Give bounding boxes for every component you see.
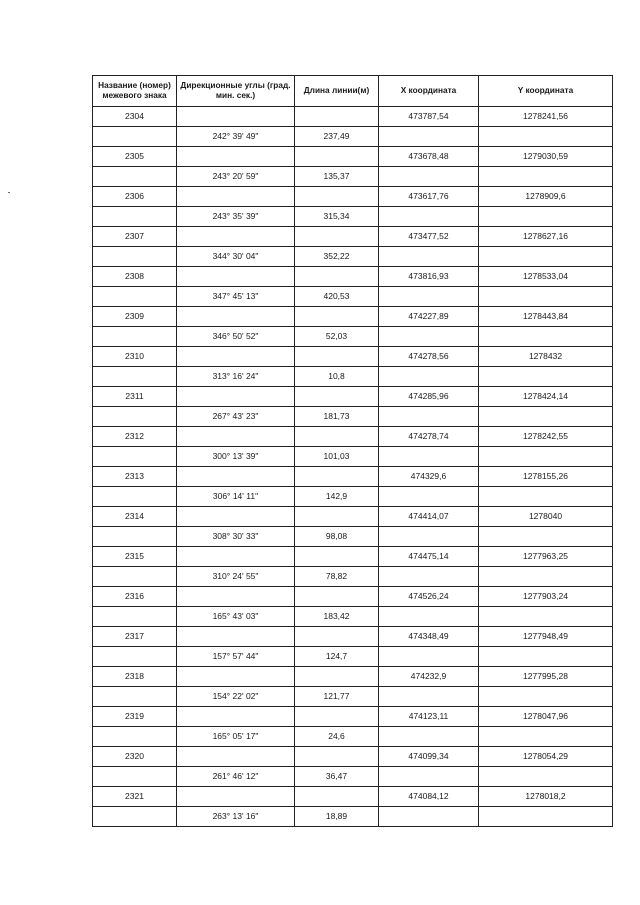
empty-angle-cell	[177, 667, 295, 687]
x-coordinate-cell: 474278,74	[379, 427, 479, 447]
table-row-point	[93, 507, 613, 527]
x-coordinate-cell: 473787,54	[379, 107, 479, 127]
empty-angle-cell	[177, 547, 295, 567]
table-row-segment	[93, 207, 613, 227]
empty-angle-cell	[177, 507, 295, 527]
empty-y-cell	[479, 487, 613, 507]
empty-angle-cell	[177, 787, 295, 807]
direction-angle-cell: 263° 13' 16"	[177, 807, 295, 827]
x-coordinate-cell: 473477,52	[379, 227, 479, 247]
empty-name-cell	[93, 767, 177, 787]
header-marker-name: Название (номер) межевого знака	[93, 76, 177, 107]
table-row-segment	[93, 487, 613, 507]
empty-x-cell	[379, 367, 479, 387]
x-coordinate-cell: 474227,89	[379, 307, 479, 327]
table-row-point	[93, 267, 613, 287]
table-row-point	[93, 667, 613, 687]
empty-y-cell	[479, 247, 613, 267]
header-y-coordinate: Y координата	[479, 76, 613, 107]
direction-angle-cell: 261° 46' 12"	[177, 767, 295, 787]
empty-angle-cell	[177, 107, 295, 127]
direction-angle-cell: 313° 16' 24"	[177, 367, 295, 387]
empty-length-cell	[295, 107, 379, 127]
line-length-cell: 98,08	[295, 527, 379, 547]
y-coordinate-cell: 1278155,26	[479, 467, 613, 487]
empty-angle-cell	[177, 307, 295, 327]
table-row-point	[93, 347, 613, 367]
empty-angle-cell	[177, 227, 295, 247]
empty-y-cell	[479, 527, 613, 547]
empty-x-cell	[379, 407, 479, 427]
table-row-point	[93, 307, 613, 327]
table-row-segment	[93, 527, 613, 547]
table-row-segment	[93, 407, 613, 427]
x-coordinate-cell: 473678,48	[379, 147, 479, 167]
direction-angle-cell: 306° 14' 11"	[177, 487, 295, 507]
y-coordinate-cell: 1279030,59	[479, 147, 613, 167]
direction-angle-cell: 157° 57' 44"	[177, 647, 295, 667]
empty-y-cell	[479, 807, 613, 827]
empty-length-cell	[295, 147, 379, 167]
empty-length-cell	[295, 387, 379, 407]
empty-angle-cell	[177, 187, 295, 207]
table-row-point	[93, 427, 613, 447]
direction-angle-cell: 154° 22' 02"	[177, 687, 295, 707]
empty-length-cell	[295, 787, 379, 807]
y-coordinate-cell: 1278909,6	[479, 187, 613, 207]
empty-name-cell	[93, 647, 177, 667]
y-coordinate-cell: 1278424,14	[479, 387, 613, 407]
empty-angle-cell	[177, 347, 295, 367]
direction-angle-cell: 346° 50' 52"	[177, 327, 295, 347]
y-coordinate-cell: 1277903,24	[479, 587, 613, 607]
empty-y-cell	[479, 767, 613, 787]
table-row-point	[93, 187, 613, 207]
empty-x-cell	[379, 287, 479, 307]
line-length-cell: 18,89	[295, 807, 379, 827]
x-coordinate-cell: 474232,9	[379, 667, 479, 687]
direction-angle-cell: 165° 05' 17"	[177, 727, 295, 747]
direction-angle-cell: 300° 13' 39"	[177, 447, 295, 467]
line-length-cell: 24,6	[295, 727, 379, 747]
y-coordinate-cell: 1278443,84	[479, 307, 613, 327]
empty-y-cell	[479, 647, 613, 667]
y-coordinate-cell: 1278627,16	[479, 227, 613, 247]
table-row-point	[93, 107, 613, 127]
line-length-cell: 101,03	[295, 447, 379, 467]
marker-name-cell: 2307	[93, 227, 177, 247]
marker-name-cell: 2310	[93, 347, 177, 367]
table-row-segment	[93, 247, 613, 267]
marker-name-cell: 2320	[93, 747, 177, 767]
marker-name-cell: 2317	[93, 627, 177, 647]
x-coordinate-cell: 473816,93	[379, 267, 479, 287]
marker-name-cell: 2321	[93, 787, 177, 807]
empty-length-cell	[295, 307, 379, 327]
empty-x-cell	[379, 767, 479, 787]
table-row-segment	[93, 807, 613, 827]
empty-x-cell	[379, 807, 479, 827]
empty-x-cell	[379, 247, 479, 267]
empty-x-cell	[379, 687, 479, 707]
empty-name-cell	[93, 607, 177, 627]
empty-angle-cell	[177, 627, 295, 647]
line-length-cell: 181,73	[295, 407, 379, 427]
table-body	[93, 107, 613, 827]
empty-name-cell	[93, 367, 177, 387]
empty-angle-cell	[177, 267, 295, 287]
empty-length-cell	[295, 507, 379, 527]
empty-name-cell	[93, 487, 177, 507]
empty-y-cell	[479, 207, 613, 227]
empty-x-cell	[379, 567, 479, 587]
empty-x-cell	[379, 207, 479, 227]
table-row-point	[93, 587, 613, 607]
empty-length-cell	[295, 627, 379, 647]
marker-name-cell: 2315	[93, 547, 177, 567]
direction-angle-cell: 242° 39' 49"	[177, 127, 295, 147]
marker-name-cell: 2311	[93, 387, 177, 407]
empty-length-cell	[295, 467, 379, 487]
table-row-point	[93, 467, 613, 487]
empty-angle-cell	[177, 467, 295, 487]
empty-y-cell	[479, 327, 613, 347]
y-coordinate-cell: 1278242,55	[479, 427, 613, 447]
y-coordinate-cell: 1278241,56	[479, 107, 613, 127]
empty-name-cell	[93, 127, 177, 147]
empty-x-cell	[379, 447, 479, 467]
marker-name-cell: 2308	[93, 267, 177, 287]
x-coordinate-cell: 474285,96	[379, 387, 479, 407]
table-row-segment	[93, 647, 613, 667]
header-direction-angle: Дирекционные углы (град. мин. сек.)	[177, 76, 295, 107]
empty-x-cell	[379, 527, 479, 547]
line-length-cell: 10,8	[295, 367, 379, 387]
empty-y-cell	[479, 407, 613, 427]
direction-angle-cell: 165° 43' 03"	[177, 607, 295, 627]
table-row-point	[93, 147, 613, 167]
x-coordinate-cell: 474526,24	[379, 587, 479, 607]
empty-y-cell	[479, 367, 613, 387]
empty-name-cell	[93, 727, 177, 747]
marker-name-cell: 2309	[93, 307, 177, 327]
header-line-length: Длина линии(м)	[295, 76, 379, 107]
empty-y-cell	[479, 687, 613, 707]
line-length-cell: 36,47	[295, 767, 379, 787]
x-coordinate-cell: 474329,6	[379, 467, 479, 487]
line-length-cell: 124,7	[295, 647, 379, 667]
x-coordinate-cell: 474475,14	[379, 547, 479, 567]
table-row-segment	[93, 567, 613, 587]
empty-name-cell	[93, 167, 177, 187]
marker-name-cell: 2305	[93, 147, 177, 167]
y-coordinate-cell: 1278018,2	[479, 787, 613, 807]
empty-length-cell	[295, 707, 379, 727]
x-coordinate-cell: 473617,76	[379, 187, 479, 207]
empty-name-cell	[93, 407, 177, 427]
line-length-cell: 237,49	[295, 127, 379, 147]
table-row-point	[93, 387, 613, 407]
table-row-point	[93, 707, 613, 727]
marker-name-cell: 2312	[93, 427, 177, 447]
empty-angle-cell	[177, 747, 295, 767]
empty-name-cell	[93, 327, 177, 347]
empty-length-cell	[295, 427, 379, 447]
y-coordinate-cell: 1278054,29	[479, 747, 613, 767]
x-coordinate-cell: 474278,56	[379, 347, 479, 367]
empty-name-cell	[93, 807, 177, 827]
empty-angle-cell	[177, 387, 295, 407]
x-coordinate-cell: 474099,34	[379, 747, 479, 767]
empty-name-cell	[93, 207, 177, 227]
y-coordinate-cell: 1277963,25	[479, 547, 613, 567]
empty-length-cell	[295, 347, 379, 367]
x-coordinate-cell: 474414,07	[379, 507, 479, 527]
table-row-segment	[93, 607, 613, 627]
table-row-segment	[93, 167, 613, 187]
empty-y-cell	[479, 447, 613, 467]
marker-name-cell: 2313	[93, 467, 177, 487]
direction-angle-cell: 344° 30' 04"	[177, 247, 295, 267]
table-row-point	[93, 747, 613, 767]
empty-x-cell	[379, 647, 479, 667]
direction-angle-cell: 308° 30' 33"	[177, 527, 295, 547]
direction-angle-cell: 347° 45' 13"	[177, 287, 295, 307]
table-row-segment	[93, 447, 613, 467]
table-row-point	[93, 627, 613, 647]
empty-x-cell	[379, 327, 479, 347]
y-coordinate-cell: 1278432	[479, 347, 613, 367]
empty-y-cell	[479, 727, 613, 747]
empty-length-cell	[295, 267, 379, 287]
y-coordinate-cell: 1278040	[479, 507, 613, 527]
table-row-segment	[93, 327, 613, 347]
line-length-cell: 142,9	[295, 487, 379, 507]
empty-name-cell	[93, 687, 177, 707]
empty-length-cell	[295, 667, 379, 687]
empty-name-cell	[93, 247, 177, 267]
empty-angle-cell	[177, 427, 295, 447]
x-coordinate-cell: 474084,12	[379, 787, 479, 807]
empty-y-cell	[479, 167, 613, 187]
scan-artifact	[8, 192, 10, 193]
empty-length-cell	[295, 547, 379, 567]
empty-name-cell	[93, 287, 177, 307]
x-coordinate-cell: 474348,49	[379, 627, 479, 647]
table-row-point	[93, 787, 613, 807]
y-coordinate-cell: 1278533,04	[479, 267, 613, 287]
direction-angle-cell: 310° 24' 55"	[177, 567, 295, 587]
boundary-coordinates-table	[92, 75, 613, 827]
empty-name-cell	[93, 527, 177, 547]
empty-y-cell	[479, 607, 613, 627]
direction-angle-cell: 243° 20' 59"	[177, 167, 295, 187]
marker-name-cell: 2318	[93, 667, 177, 687]
empty-y-cell	[479, 567, 613, 587]
empty-x-cell	[379, 727, 479, 747]
direction-angle-cell: 267° 43' 23"	[177, 407, 295, 427]
line-length-cell: 135,37	[295, 167, 379, 187]
table-row-segment	[93, 767, 613, 787]
line-length-cell: 315,34	[295, 207, 379, 227]
line-length-cell: 78,82	[295, 567, 379, 587]
marker-name-cell: 2319	[93, 707, 177, 727]
line-length-cell: 121,77	[295, 687, 379, 707]
header-x-coordinate: X координата	[379, 76, 479, 107]
table-header-row	[93, 76, 613, 107]
empty-angle-cell	[177, 587, 295, 607]
empty-length-cell	[295, 227, 379, 247]
line-length-cell: 352,22	[295, 247, 379, 267]
table-row-segment	[93, 367, 613, 387]
marker-name-cell: 2314	[93, 507, 177, 527]
empty-x-cell	[379, 167, 479, 187]
empty-y-cell	[479, 287, 613, 307]
marker-name-cell: 2306	[93, 187, 177, 207]
marker-name-cell: 2316	[93, 587, 177, 607]
empty-name-cell	[93, 567, 177, 587]
table-row-segment	[93, 287, 613, 307]
table-row-segment	[93, 127, 613, 147]
table-row-point	[93, 547, 613, 567]
line-length-cell: 420,53	[295, 287, 379, 307]
table-row-segment	[93, 687, 613, 707]
y-coordinate-cell: 1277948,49	[479, 627, 613, 647]
empty-length-cell	[295, 747, 379, 767]
table-row-segment	[93, 727, 613, 747]
line-length-cell: 52,03	[295, 327, 379, 347]
empty-angle-cell	[177, 147, 295, 167]
empty-x-cell	[379, 127, 479, 147]
empty-y-cell	[479, 127, 613, 147]
empty-name-cell	[93, 447, 177, 467]
empty-angle-cell	[177, 707, 295, 727]
x-coordinate-cell: 474123,11	[379, 707, 479, 727]
y-coordinate-cell: 1277995,28	[479, 667, 613, 687]
empty-length-cell	[295, 587, 379, 607]
table-row-point	[93, 227, 613, 247]
empty-length-cell	[295, 187, 379, 207]
y-coordinate-cell: 1278047,96	[479, 707, 613, 727]
marker-name-cell: 2304	[93, 107, 177, 127]
empty-x-cell	[379, 607, 479, 627]
empty-x-cell	[379, 487, 479, 507]
direction-angle-cell: 243° 35' 39"	[177, 207, 295, 227]
line-length-cell: 183,42	[295, 607, 379, 627]
